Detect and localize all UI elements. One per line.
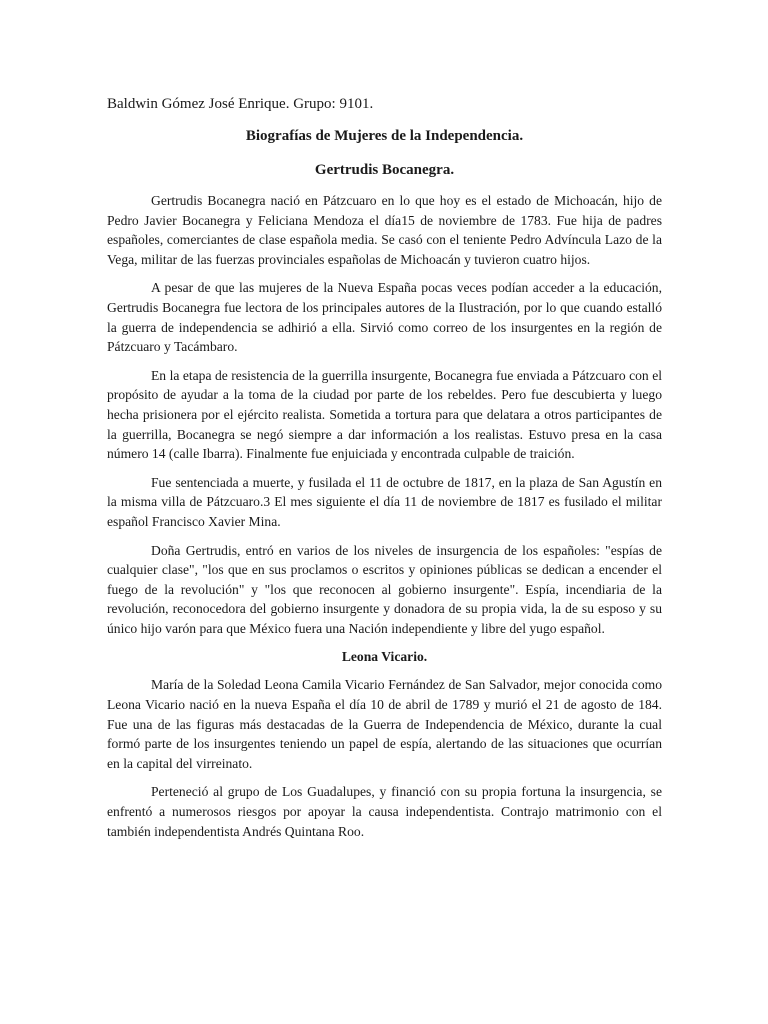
paragraph: A pesar de que las mujeres de la Nueva España pocas veces podían acceder a la educación, Gertrudis Bocanegra fue lectora de los principales autores de la Ilustración, por lo que cuando estalló la guerra de independencia se adhirió a ella. Sirvió como correo de los insurgentes en la región de Pátzcuaro y Tacámbaro.: [107, 280, 662, 355]
paragraph: Doña Gertrudis, entró en varios de los niveles de insurgencia de los españoles: "espías de cualquier clase", "los que en sus proclamos o escritos y opiniones públicas se dedican a encender el fuego de la revolución" y "los que reconocen al gobierno insurgente". Espía, incendiaria de la revolución, reconocedora del gobierno insurgente y donadora de su propia vida, la de su esposo y su único hijo varón para que México fuera una Nación independiente y libre del yugo español.: [107, 542, 662, 636]
main-title: Biografías de Mujeres de la Independencia.: [245, 128, 524, 144]
document-page: [107, 93, 662, 850]
paragraph: Gertrudis Bocanegra nació en Pátzcuaro en lo que hoy es el estado de Michoacán, hijo de Pedro Javier Bocanegra y Feliciana Mendoza el día15 de noviembre de 1783. Fue hija de padres españoles, comerciantes de clase española media. Se casó con el teniente Pedro Advíncula Lazo de la Vega, militar de las fuerzas provinciales españolas de Michoacán y tuvieron cuatro hijos.: [107, 193, 662, 267]
section-leona: [107, 647, 662, 841]
paragraph: María de la Soledad Leona Camila Vicario Fernández de San Salvador, mejor conocida como Leona Vicario nació en la nueva España el día 10 de abril de 1789 y murió el 21 de agosto de 184. Fue una de las figuras más destacadas de la Guerra de Independencia de México, durante la cual formó parte de los insurgentes teniendo un papel de espía, alertando de las situaciones que ocurrían en la capital del virreinato.: [107, 677, 662, 771]
author-line: Baldwin Gómez José Enrique. Grupo: 9101.: [107, 96, 374, 112]
section-gertrudis: [107, 159, 662, 638]
section-heading: Leona Vicario.: [341, 649, 428, 665]
paragraph: Perteneció al grupo de Los Guadalupes, y financió con su propia fortuna la insurgencia, se enfrentó a numerosos riesgos por apoyar la causa independentista. Contrajo matrimonio con el también independentista Andrés Quintana Roo.: [107, 784, 662, 839]
section-heading: Gertrudis Bocanegra.: [314, 162, 455, 178]
paragraph: En la etapa de resistencia de la guerrilla insurgente, Bocanegra fue enviada a Pátzcuaro con el propósito de ayudar a la toma de la ciudad por parte de los rebeldes. Pero fue descubierta y luego hecha prisionera por el ejército realista. Sometida a tortura para que delatara a otros participantes de la guerrilla, Bocanegra se negó siempre a dar información a los realistas. Estuvo presa en la casa número 14 (calle Ibarra). Finalmente fue enjuiciada y encontrada culpable de traición.: [107, 367, 662, 462]
paragraph: Fue sentenciada a muerte, y fusilada el 11 de octubre de 1817, en la plaza de San Agustín en la misma villa de Pátzcuaro.3 El mes siguiente el día 11 de noviembre de 1817 es fusilado el militar español Francisco Xavier Mina.: [107, 474, 662, 529]
